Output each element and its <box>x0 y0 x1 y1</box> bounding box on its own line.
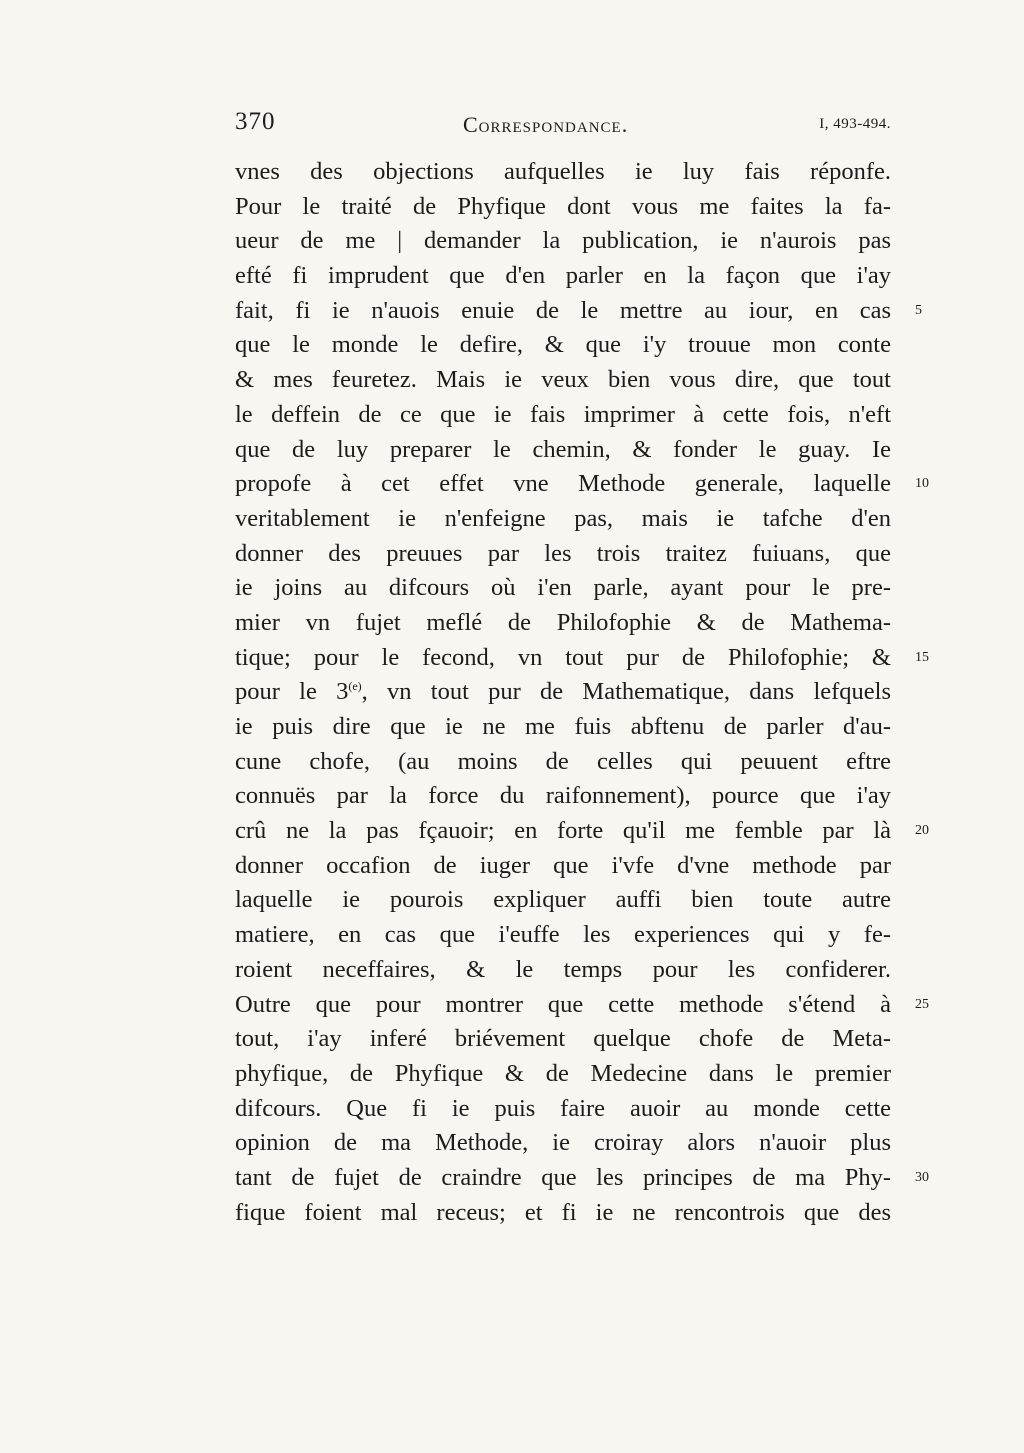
text-line <box>235 1022 891 1057</box>
text-line-content: phyfique, de Phyfique & de Medecine dans le premier <box>235 1059 891 1087</box>
line-number: 15 <box>915 649 929 665</box>
text-line <box>235 259 891 294</box>
text-line <box>235 849 891 884</box>
text-line <box>235 988 929 1023</box>
text-line-content: vnes des objections aufquelles ie luy fais réponfe. <box>235 158 891 185</box>
body-text <box>235 155 929 1230</box>
text-line <box>235 1126 891 1161</box>
text-line <box>235 1092 891 1127</box>
text-line-content: roient neceffaires, & le temps pour les confiderer. <box>235 955 891 983</box>
text-line-content: efté fi imprudent que d'en parler en la façon que i'ay <box>235 262 891 290</box>
text-line-content: fique foient mal receus; et fi ie ne rencontrois que des <box>235 1198 891 1226</box>
text-line-content: connuës par la force du raifonnement), pource que i'ay <box>235 782 891 810</box>
text-line-content: tant de fujet de craindre que les principes de ma Phy- <box>235 1163 891 1191</box>
text-line <box>235 537 891 572</box>
text-line <box>235 328 891 363</box>
text-line <box>235 190 891 225</box>
text-line <box>235 155 891 190</box>
text-line <box>235 433 891 468</box>
text-line-content: laquelle ie pourois expliquer auffi bien toute autre <box>235 886 891 914</box>
text-line <box>235 467 929 502</box>
line-number: 30 <box>915 1169 929 1185</box>
text-line <box>235 502 891 537</box>
text-line-content: donner occafion de iuger que i'vfe d'vne methode par <box>235 851 891 879</box>
line-number: 25 <box>915 996 929 1012</box>
text-line <box>235 1161 929 1196</box>
text-line <box>235 710 891 745</box>
page-reference: I, 493-494. <box>819 116 891 132</box>
text-line-content: difcours. Que fi ie puis faire auoir au monde cette <box>235 1094 891 1122</box>
text-line-content: tout, i'ay inferé briévement quelque chofe de Meta- <box>235 1025 891 1053</box>
text-line-content: que de luy preparer le chemin, & fonder le guay. Ie <box>235 435 891 463</box>
text-line <box>235 675 891 710</box>
text-line <box>235 571 891 606</box>
line-number: 10 <box>915 476 929 492</box>
text-line <box>235 641 929 676</box>
footnote-marker: (e) <box>348 679 362 694</box>
line-number: 5 <box>915 302 922 318</box>
text-line <box>235 398 891 433</box>
text-line <box>235 224 891 259</box>
text-line <box>235 918 891 953</box>
text-line <box>235 745 891 780</box>
running-title: Correspondance. <box>463 112 629 137</box>
text-line-content: donner des preuues par les trois traitez fuiuans, que <box>235 539 891 567</box>
text-line-content: pour le 3$^{(e)}$, vn tout pur de Mathematique, dans lefquels <box>235 678 892 706</box>
text-line-content: mier vn fujet meflé de Philofophie & de Mathema- <box>235 608 891 636</box>
text-line-content: Pour le traité de Phyfique dont vous me faites la fa- <box>235 192 891 220</box>
text-line <box>235 606 891 641</box>
text-line <box>235 1057 891 1092</box>
text-line <box>235 953 891 988</box>
text-line-content: ie joins au difcours où i'en parle, ayant pour le pre- <box>235 574 891 602</box>
text-line-content: cune chofe, (au moins de celles qui peuuent eftre <box>235 747 891 775</box>
text-line <box>235 363 891 398</box>
text-line-content: fait, fi ie n'auois enuie de le mettre au iour, en cas <box>235 296 891 324</box>
text-line <box>235 814 929 849</box>
line-number: 20 <box>915 823 929 839</box>
text-line <box>235 1196 891 1231</box>
text-line-content: Outre que pour montrer que cette methode s'étend à <box>235 990 891 1018</box>
text-line-content: ueur de me | demander la publication, ie n'aurois pas <box>235 227 891 255</box>
text-line-content: tique; pour le fecond, vn tout pur de Philofophie; & <box>235 643 891 671</box>
page-number: 370 <box>235 108 276 135</box>
text-line-content: matiere, en cas que i'euffe les experiences qui y fe- <box>235 921 891 949</box>
text-line-content: ie puis dire que ie ne me fuis abftenu de parler d'au- <box>235 713 891 740</box>
text-line <box>235 294 922 329</box>
text-line <box>235 883 891 918</box>
text-line-content: crû ne la pas fçauoir; en forte qu'il me femble par là <box>235 817 891 845</box>
text-line-content: & mes feuretez. Mais ie veux bien vous dire, que tout <box>235 366 891 394</box>
text-line-content: que le monde le defire, & que i'y trouue mon conte <box>235 331 891 359</box>
text-line-content: propofe à cet effet vne Methode generale, laquelle <box>235 470 891 498</box>
page-header <box>235 108 891 144</box>
text-line-content: veritablement ie n'enfeigne pas, mais ie tafche d'en <box>235 504 891 532</box>
text-line <box>235 779 891 814</box>
text-line-content: opinion de ma Methode, ie croiray alors n'auoir plus <box>235 1129 891 1157</box>
text-line-content: le deffein de ce que ie fais imprimer à cette fois, n'eft <box>235 400 891 428</box>
